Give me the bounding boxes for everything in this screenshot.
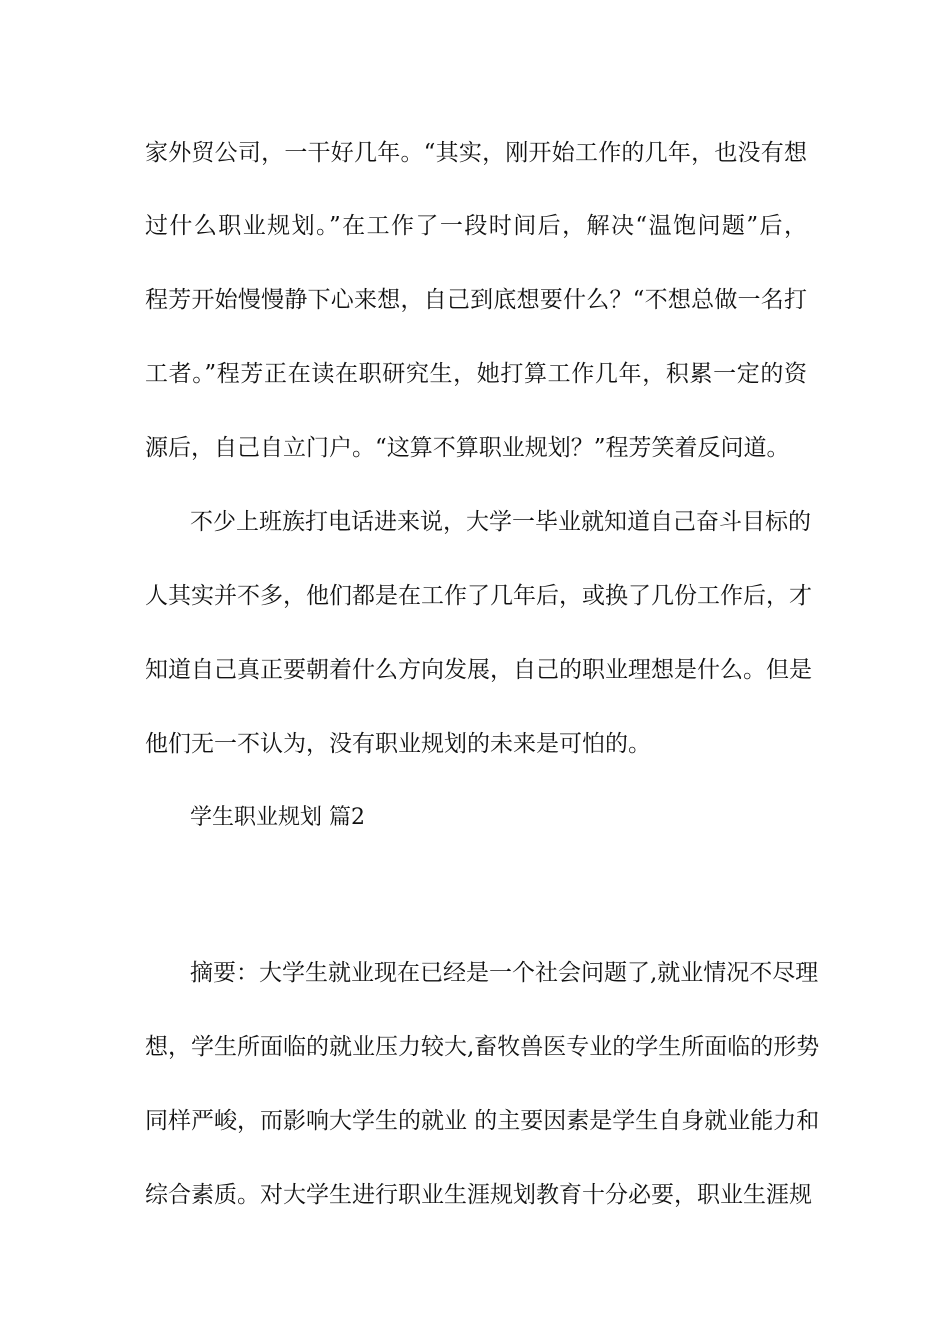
paragraph-1-line-5: 源后，自己自立门户。“这算不算职业规划？”程芳笑着反问道。 [145,435,790,461]
abstract-line-3: 同样严峻，而影响大学生的就业 的主要因素是学生自身就业能力和 [145,1108,820,1134]
section-heading: 学生职业规划 篇2 [190,805,365,830]
abstract-line-2: 想，学生所面临的就业压力较大,畜牧兽医专业的学生所面临的形势 [145,1034,820,1060]
paragraph-2-line-4: 他们无一不认为，没有职业规划的未来是可怕的。 [145,731,651,757]
abstract-line-4: 综合素质。对大学生进行职业生涯规划教育十分必要，职业生涯规 [145,1182,812,1208]
paragraph-2-line-1: 不少上班族打电话进来说，大学一毕业就知道自己奋斗目标的 [190,509,811,535]
paragraph-2-line-2: 人其实并不多，他们都是在工作了几年后，或换了几份工作后，才 [145,583,812,609]
abstract-line-1: 摘要：大学生就业现在已经是一个社会问题了,就业情况不尽理 [190,960,819,986]
paragraph-1-line-1: 家外贸公司，一干好几年。“其实，刚开始工作的几年，也没有想 [145,140,807,166]
paragraph-2-line-3: 知道自己真正要朝着什么方向发展，自己的职业理想是什么。但是 [145,657,812,683]
paragraph-1-line-3: 程芳开始慢慢静下心来想，自己到底想要什么？“不想总做一名打 [145,287,807,313]
paragraph-1-line-4: 工者。”程芳正在读在职研究生，她打算工作几年，积累一定的资 [145,361,807,387]
paragraph-1-line-2: 过什么职业规划。”在工作了一段时间后，解决“温饱问题”后， [145,213,807,239]
